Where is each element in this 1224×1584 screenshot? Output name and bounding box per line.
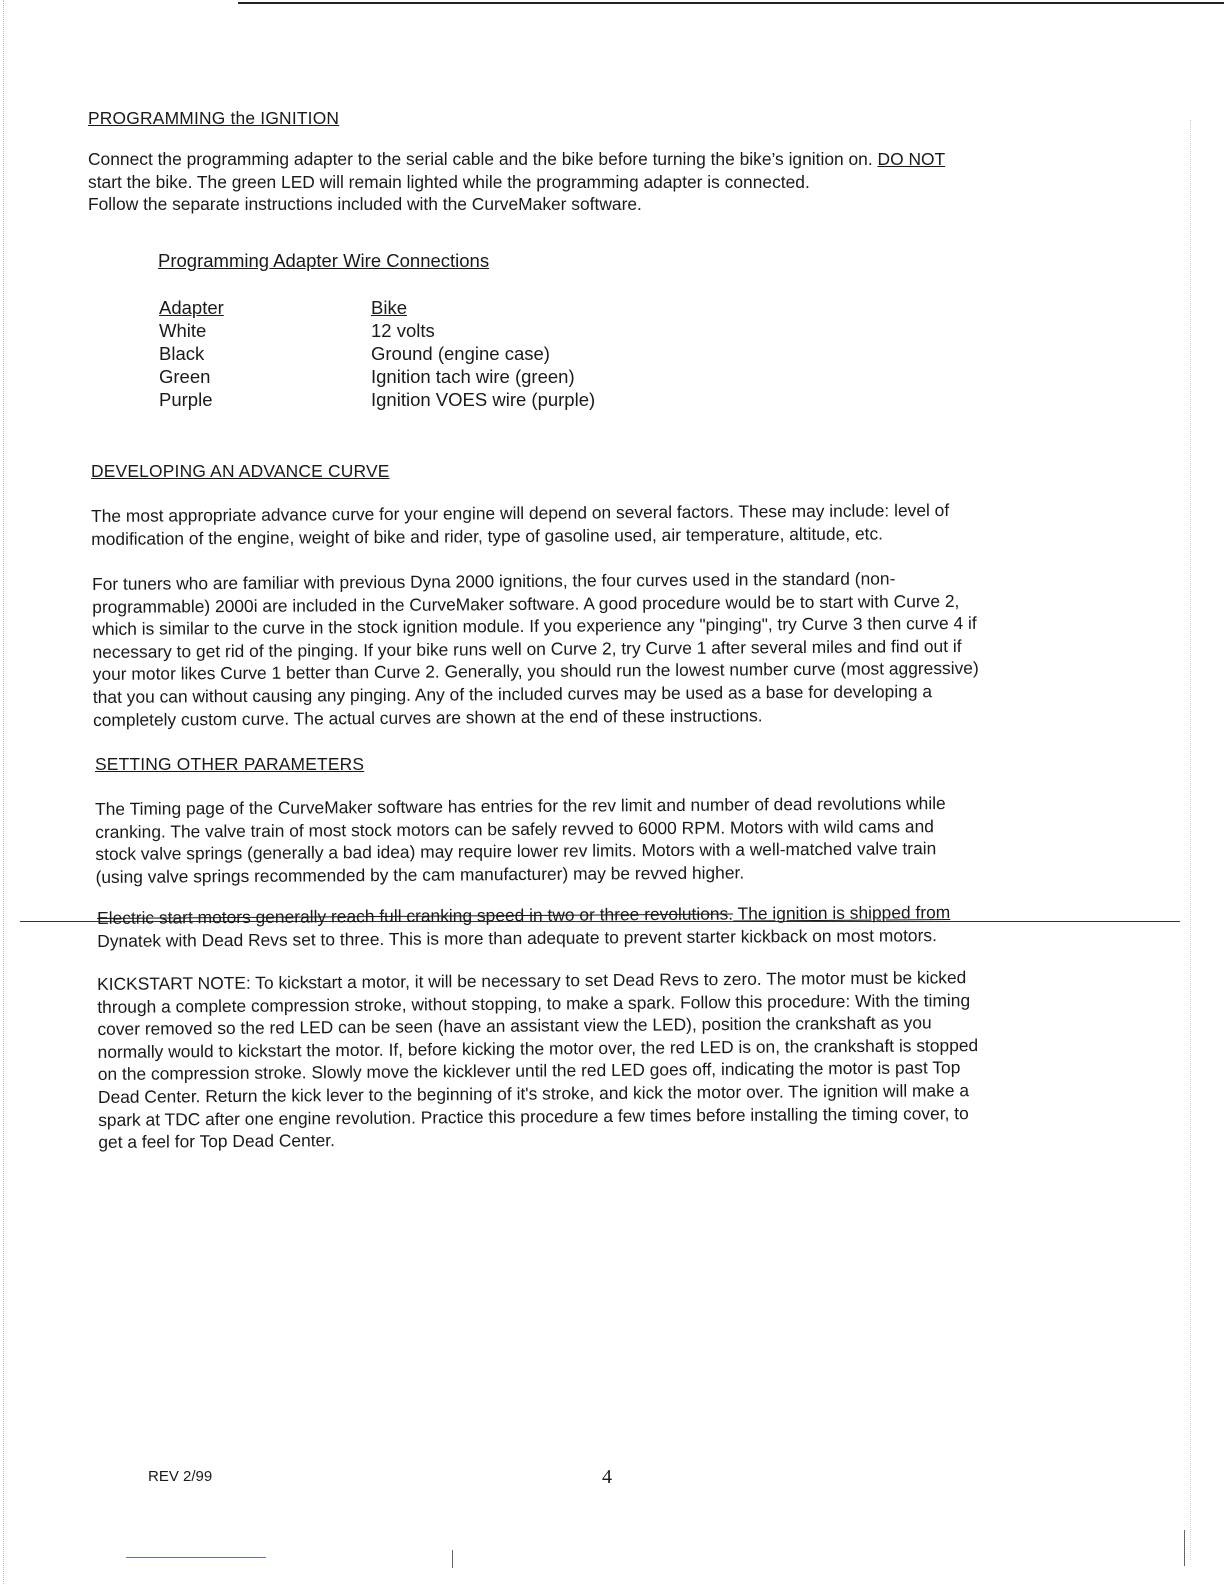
- kickstart-line: Dead Center. Return the kick lever to the beginning of it's stroke, and kick the motor over. The ignition will make a: [97, 1080, 970, 1107]
- advance-p2-line: programmable) 2000i are included in the CurveMaker software. A good procedure would be to start with Curve 2,: [92, 590, 960, 617]
- wiring-adapter-cell: Purple: [159, 389, 213, 410]
- scan-right-edge: [1190, 120, 1191, 1560]
- params-p1-line: The Timing page of the CurveMaker software has entries for the rev limit and number of dead revolutions while: [95, 793, 946, 819]
- wiring-bike-cell: Ignition VOES wire (purple): [371, 389, 596, 410]
- bottom-rule: [126, 1557, 266, 1558]
- wiring-row: [159, 319, 595, 342]
- top-rule: [238, 2, 1224, 4]
- wiring-bike-cell: Ignition tach wire (green): [371, 366, 575, 387]
- kickstart-line: get a feel for Top Dead Center.: [98, 1130, 335, 1153]
- kickstart-line: spark at TDC after one engine revolution. Practice this procedure a few times before installing the timing cover, to: [98, 1102, 969, 1130]
- programming-heading: PROGRAMMING the IGNITION: [88, 108, 340, 128]
- params-p1-line: (using valve springs recommended by the cam manufacturer) may be revved higher.: [95, 862, 745, 887]
- scan-left-edge: [3, 0, 4, 1584]
- wiring-row: [159, 342, 595, 365]
- advance-p2-line: your motor likes Curve 1 better than Curve 2. Generally, you should run the lowest number curve (most aggressive): [92, 658, 979, 685]
- page-number: 4: [602, 1466, 612, 1488]
- kickstart-line: cover removed so the red LED can be seen (have an assistant view the LED), position the crankshaft as you: [97, 1012, 932, 1040]
- kickstart-line: through a complete compression stroke, without stopping, to make a spark. Follow this procedure: With the timing: [97, 989, 971, 1017]
- advance-p1-line: modification of the engine, weight of bike and rider, type of gasoline used, air temperature, altitude, etc.: [91, 523, 884, 549]
- programming-line-1: [88, 148, 945, 171]
- col-bike-header: Bike: [371, 297, 407, 318]
- advance-p2-line: For tuners who are familiar with previous Dyna 2000 ignitions, the four curves used in the standard (non-: [92, 568, 896, 594]
- wiring-adapter-cell: Green: [159, 366, 211, 387]
- do-not-emphasis: DO NOT: [877, 149, 946, 169]
- wiring-adapter-cell: Black: [159, 343, 205, 364]
- advance-heading: DEVELOPING AN ADVANCE CURVE: [91, 461, 390, 481]
- params-paragraph-1: [95, 792, 946, 888]
- programming-paragraph: [88, 148, 945, 216]
- wiring-bike-cell: Ground (engine case): [371, 343, 550, 364]
- wiring-row: [159, 365, 595, 388]
- programming-line-3: Follow the separate instructions included with the CurveMaker software.: [88, 194, 642, 215]
- struck-text: Electric start motors generally reach full cranking speed in two or three revolutions.: [97, 903, 734, 928]
- wiring-header-row: [159, 296, 595, 319]
- advance-p2-line: completely custom curve. The actual curves are shown at the end of these instructions.: [92, 704, 763, 730]
- advance-paragraph-1: [91, 499, 949, 550]
- kickstart-line: on the compression stroke. Slowly move the kicklever until the red LED goes off, indicating the motor is past Top: [97, 1057, 961, 1085]
- kickstart-line: normally would to kickstart the motor. If, before kicking the motor over, the red LED is on, the crankshaft is stopped: [97, 1034, 979, 1062]
- wiring-row: [159, 388, 595, 411]
- col-adapter-header: Adapter: [159, 297, 224, 318]
- programming-line-2: start the bike. The green LED will remain lighted while the programming adapter is connected.: [88, 171, 810, 192]
- kickstart-note: [97, 966, 979, 1154]
- wiring-table: [159, 296, 595, 411]
- params-heading: SETTING OTHER PARAMETERS: [95, 754, 365, 774]
- kickstart-line: KICKSTART NOTE: To kickstart a motor, it will be necessary to set Dead Revs to zero. The motor must be kicked: [97, 967, 967, 994]
- params-p2-line-2: Dynatek with Dead Revs set to three. This is more than adequate to prevent starter kickback on most motors.: [97, 924, 937, 951]
- advance-p2-line: which is similar to the curve in the stock ignition module. If you experience any "pinging", try Curve 3 then curve 4 if: [92, 613, 977, 640]
- shipped-text: The ignition is shipped from: [733, 902, 951, 924]
- advance-p2-line: necessary to get rid of the pinging. If your bike runs well on Curve 2, try Curve 1 after several miles and find out if: [92, 635, 962, 662]
- params-paragraph-2: [97, 901, 950, 952]
- programming-line-1-text: Connect the programming adapter to the serial cable and the bike before turning the bike’s ignition on.: [88, 149, 878, 169]
- advance-p1-line: The most appropriate advance curve for your engine will depend on several factors. These may include: level of: [91, 500, 950, 526]
- scan-mark: [1184, 1530, 1185, 1566]
- wiring-adapter-cell: White: [159, 320, 207, 341]
- wiring-bike-cell: 12 volts: [371, 320, 435, 341]
- advance-paragraph-2: [92, 567, 979, 731]
- params-p1-line: cranking. The valve train of most stock motors can be safely revved to 6000 RPM. Motors with wild cams and: [95, 815, 934, 842]
- wiring-title: Programming Adapter Wire Connections: [158, 250, 490, 271]
- params-p1-line: stock valve springs (generally a bad idea) may require lower rev limits. Motors with a well-matched valve train: [95, 838, 937, 865]
- advance-p2-line: that you can without causing any pinging. Any of the included curves may be used as a base for developing a: [92, 681, 933, 707]
- revision-label: REV 2/99: [148, 1468, 213, 1485]
- scan-mark: [452, 1550, 453, 1568]
